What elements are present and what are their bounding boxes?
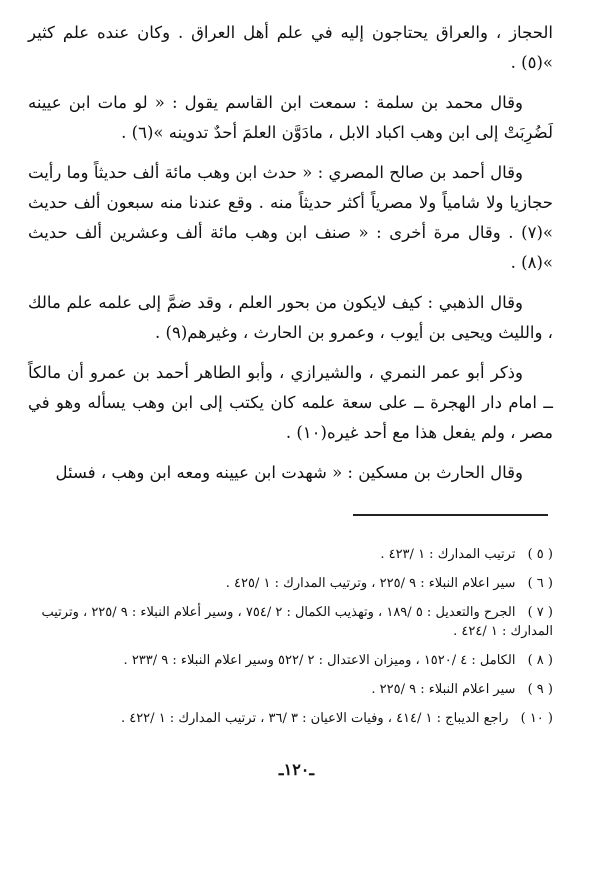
footnote [30,680,553,699]
paragraph: وذكر أبو عمر النمري ، والشيرازي ، وأبو الطاهر أحمد بن عمرو أن مالكاً ــ امام دار الهجرة ــ على سعة علمه كان يكتب إلى ابن وهب يسأله وهو في مصر ، ولم يفعل هذا مع أحد غيره(١٠) . [28,363,553,442]
paragraph: الحجاز ، والعراق يحتاجون إليه في علم أهل العراق . وكان عنده علم كثير »(٥) . [28,23,553,72]
page-number: ـ١٢٠ـ [278,760,315,779]
footnote-text: سير اعلام النبلاء : ٩ /٢٢٥ ، وترتيب المدارك : ١ /٤٢٥ . [225,576,516,591]
footnote [30,545,553,564]
footnote [30,574,553,593]
footnote-text: سير اعلام النبلاء : ٩ /٢٢٥ . [371,682,516,697]
paragraph: وقال محمد بن سلمة : سمعت ابن القاسم يقول : « لو مات ابن عيينه لَضُرِبَتْ إلى ابن وهب اكباد الابل ، مادَوَّن العلمَ أحدٌ تدوينه »(٦) . [28,93,553,142]
paragraph: وقال الحارث بن مسكين : « شهدت ابن عيينه ومعه ابن وهب ، فسئل [55,463,523,482]
footnote-number: ( ٥ ) [527,547,553,562]
footnote-separator [353,514,548,516]
footnote-text: راجع الديباج : ١ /٤١٤ ، وفيات الاعيان : ٣ /٣٦ ، ترتيب المدارك : ١ /٤٢٢ . [120,711,509,726]
footnote [30,709,553,728]
footnote [30,603,553,641]
footnote-number: ( ٩ ) [527,682,553,697]
footnote [30,651,553,670]
footnote-number: ( ٦ ) [527,576,553,591]
footnote-number: ( ٧ ) [527,605,553,620]
footnote-number: ( ١٠ ) [520,711,553,726]
paragraph: وقال أحمد بن صالح المصري : « حدث ابن وهب مائة ألف حديثاً وما رأيت حجازيا ولا شامياً ولا مصرياً أكثر حديثاً منه . وقع عندنا منه سبعون ألف حديث »(٧) . وقال مرة أخرى : « صنف ابن وهب مائة ألف وعشرين ألف حديث »(٨) . [28,163,553,272]
main-text [28,18,553,498]
footnote-number: ( ٨ ) [527,653,553,668]
footnote-text: الجرح والتعديل : ٥ /١٨٩ ، وتهذيب الكمال : ٢ /٧٥٤ ، وسير أعلام النبلاء : ٩ /٢٢٥ ، وترتيب المدارك : ١ /٤٢٤ . [41,605,553,639]
footnote-text: الكامل : ٤ /١٥٢٠ ، وميزان الاعتدال : ٢ /٥٢٢ وسير اعلام النبلاء : ٩ /٢٣٣ . [123,653,516,668]
footnote-text: ترتيب المدارك : ١ /٤٢٣ . [380,547,516,562]
footnotes [30,545,553,738]
paragraph: وقال الذهبي : كيف لايكون من بحور العلم ، وقد ضمَّ إلى علمه علم مالك ، والليث ويحيى بن أيوب ، وعمرو بن الحارث ، وغيرهم(٩) . [28,293,553,342]
